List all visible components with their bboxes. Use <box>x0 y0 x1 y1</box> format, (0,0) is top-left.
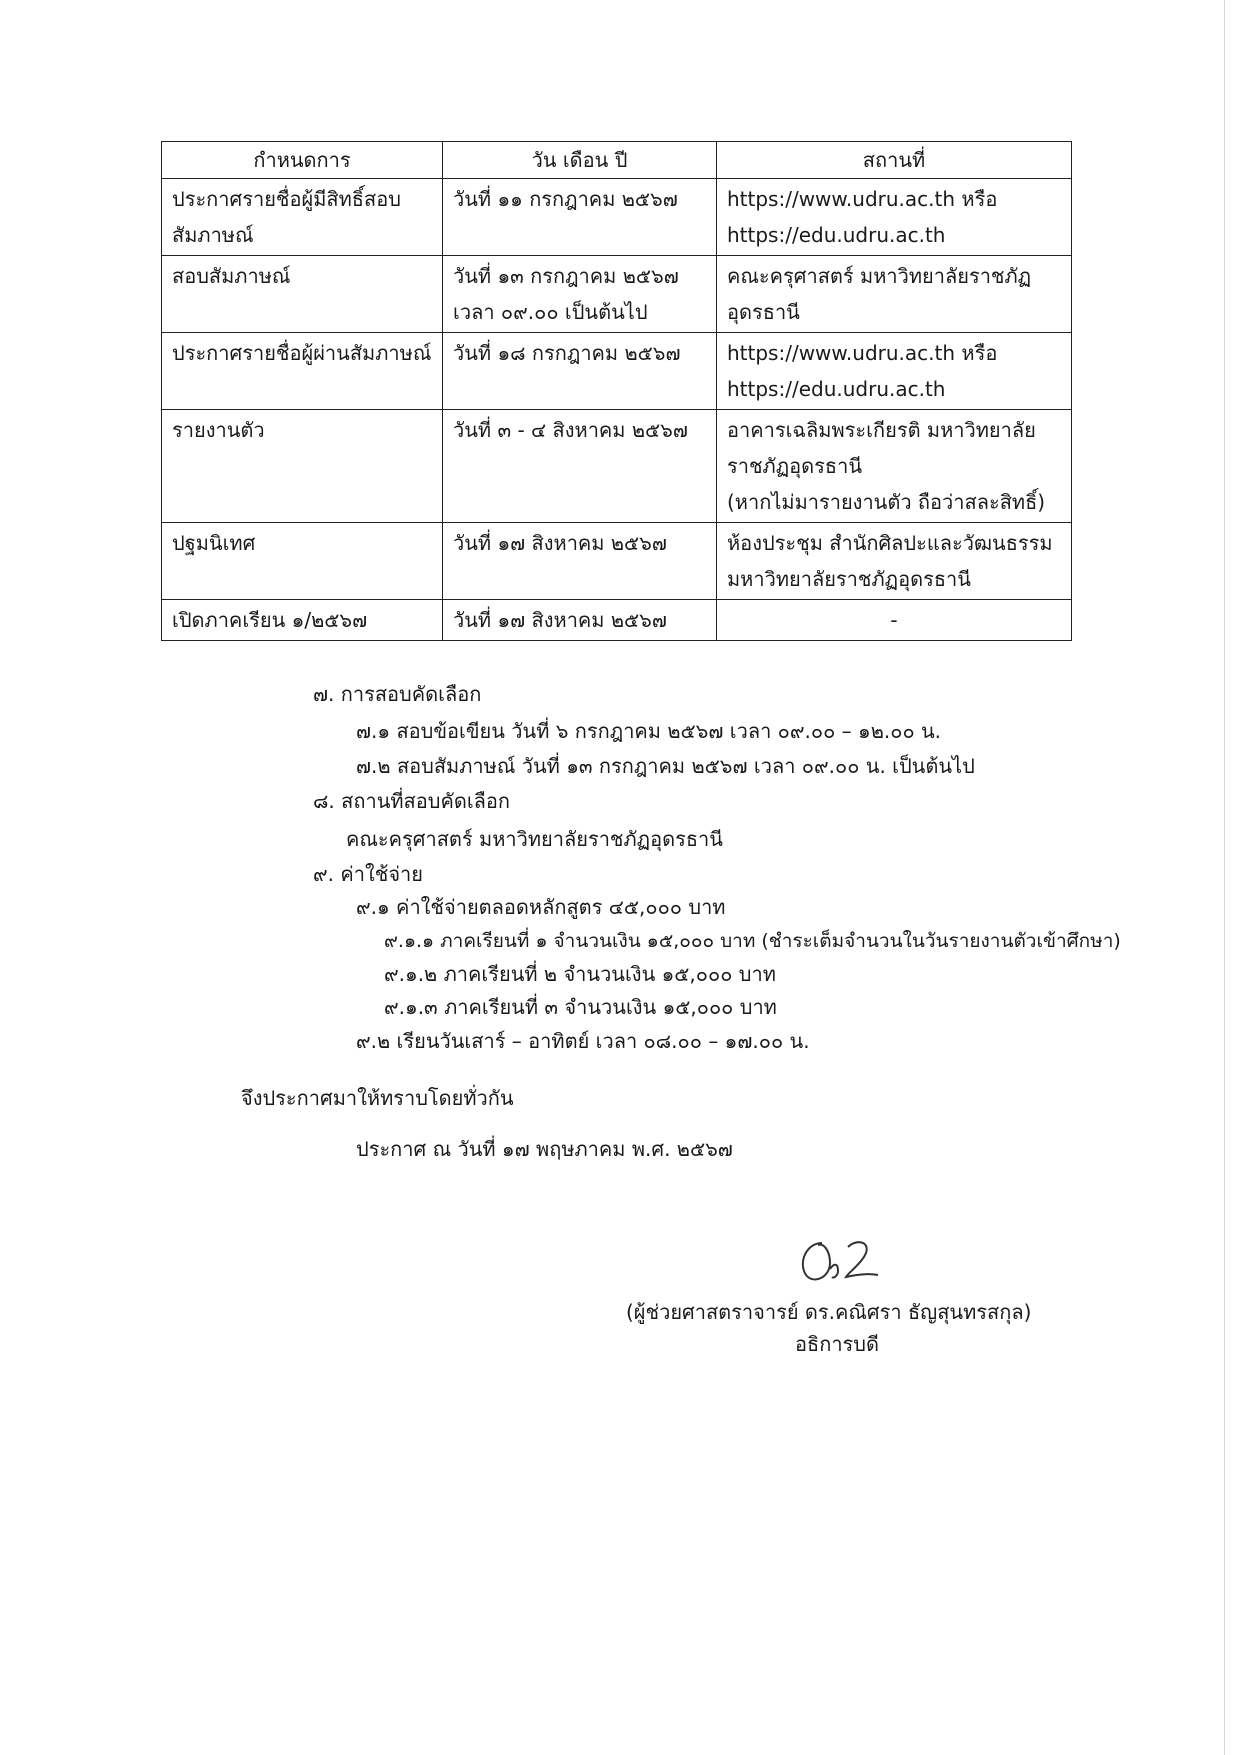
announce-date: ประกาศ ณ วันที่ ๑๗ พฤษภาคม พ.ศ. ๒๕๖๗ <box>356 1137 733 1161</box>
table-row <box>162 410 1072 523</box>
cell-item: ประกาศรายชื่อผู้ผ่านสัมภาษณ์ <box>172 341 432 365</box>
cell-place: คณะครุศาสตร์ มหาวิทยาลัยราชภัฏ <box>727 264 1032 288</box>
table-row <box>162 333 1072 410</box>
section-7-1: ๗.๑ สอบข้อเขียน วันที่ ๖ กรกฎาคม ๒๕๖๗ เวลา ๐๙.๐๐ – ๑๒.๐๐ น. <box>356 719 942 743</box>
section-9-1: ๙.๑ ค่าใช้จ่ายตลอดหลักสูตร ๔๕,๐๐๐ บาท <box>356 895 726 919</box>
cell-date: วันที่ ๑๓ กรกฎาคม ๒๕๖๗ <box>453 264 679 288</box>
cell-item: ปฐมนิเทศ <box>172 531 256 555</box>
table-row <box>162 600 1072 641</box>
scan-edge-line <box>1224 0 1225 1755</box>
cell-item: เปิดภาคเรียน ๑/๒๕๖๗ <box>172 608 368 632</box>
cell-place: https://edu.udru.ac.th <box>727 377 946 401</box>
cell-place: ห้องประชุม สำนักศิลปะและวัฒนธรรม <box>727 531 1053 555</box>
cell-item: รายงานตัว <box>172 418 265 442</box>
table-row <box>162 256 1072 333</box>
schedule-table <box>161 141 1072 641</box>
cell-date: วันที่ ๑๗ สิงหาคม ๒๕๖๗ <box>453 531 667 555</box>
cell-item: สัมภาษณ์ <box>172 223 254 247</box>
cell-item: สอบสัมภาษณ์ <box>172 264 291 288</box>
table-header-row <box>162 142 1072 179</box>
section-9-2: ๙.๒ เรียนวันเสาร์ – อาทิตย์ เวลา ๐๘.๐๐ – ๑๗.๐๐ น. <box>356 1029 810 1053</box>
cell-date: วันที่ ๑๘ กรกฎาคม ๒๕๖๗ <box>453 341 681 365</box>
section-8-text: คณะครุศาสตร์ มหาวิทยาลัยราชภัฏอุดรธานี <box>346 827 723 851</box>
signer-name: (ผู้ช่วยศาสตราจารย์ ดร.คณิศรา ธัญสุนทรสกุล) <box>626 1300 1032 1324</box>
section-7-2: ๗.๒ สอบสัมภาษณ์ วันที่ ๑๓ กรกฎาคม ๒๕๖๗ เวลา ๐๙.๐๐ น. เป็นต้นไป <box>356 754 975 778</box>
cell-place: https://www.udru.ac.th หรือ <box>727 341 998 365</box>
cell-place: (หากไม่มารายงานตัว ถือว่าสละสิทธิ์) <box>727 490 1046 514</box>
cell-item: ประกาศรายชื่อผู้มีสิทธิ์สอบ <box>172 187 401 211</box>
header-schedule: กำหนดการ <box>162 142 443 179</box>
cell-place: - <box>890 608 898 632</box>
section-9-1-1: ๙.๑.๑ ภาคเรียนที่ ๑ จำนวนเงิน ๑๕,๐๐๐ บาท (ชำระเต็มจำนวนในวันรายงานตัวเข้าศึกษา) <box>384 930 1121 952</box>
table-row <box>162 179 1072 256</box>
closing-text: จึงประกาศมาให้ทราบโดยทั่วกัน <box>241 1086 514 1110</box>
section-7-title: ๗. การสอบคัดเลือก <box>313 682 482 706</box>
header-place: สถานที่ <box>717 142 1072 179</box>
signature-image <box>790 1233 900 1293</box>
header-date: วัน เดือน ปี <box>443 142 717 179</box>
table-row <box>162 523 1072 600</box>
section-9-1-3: ๙.๑.๓ ภาคเรียนที่ ๓ จำนวนเงิน ๑๕,๐๐๐ บาท <box>384 995 777 1019</box>
cell-place: https://www.udru.ac.th หรือ <box>727 187 998 211</box>
section-8-title: ๘. สถานที่สอบคัดเลือก <box>313 789 511 813</box>
cell-date: วันที่ ๓ - ๔ สิงหาคม ๒๕๖๗ <box>453 418 688 442</box>
section-9-1-2: ๙.๑.๒ ภาคเรียนที่ ๒ จำนวนเงิน ๑๕,๐๐๐ บาท <box>384 962 776 986</box>
cell-date: วันที่ ๑๗ สิงหาคม ๒๕๖๗ <box>453 608 667 632</box>
cell-place: https://edu.udru.ac.th <box>727 223 946 247</box>
cell-date: เวลา ๐๙.๐๐ เป็นต้นไป <box>453 300 648 324</box>
cell-place: อาคารเฉลิมพระเกียรติ มหาวิทยาลัย <box>727 418 1036 442</box>
cell-place: อุดรธานี <box>727 300 800 324</box>
cell-date: วันที่ ๑๑ กรกฎาคม ๒๕๖๗ <box>453 187 678 211</box>
cell-place: มหาวิทยาลัยราชภัฏอุดรธานี <box>727 567 971 591</box>
signer-title: อธิการบดี <box>795 1332 879 1356</box>
cell-place: ราชภัฏอุดรธานี <box>727 454 863 478</box>
section-9-title: ๙. ค่าใช้จ่าย <box>313 862 423 886</box>
